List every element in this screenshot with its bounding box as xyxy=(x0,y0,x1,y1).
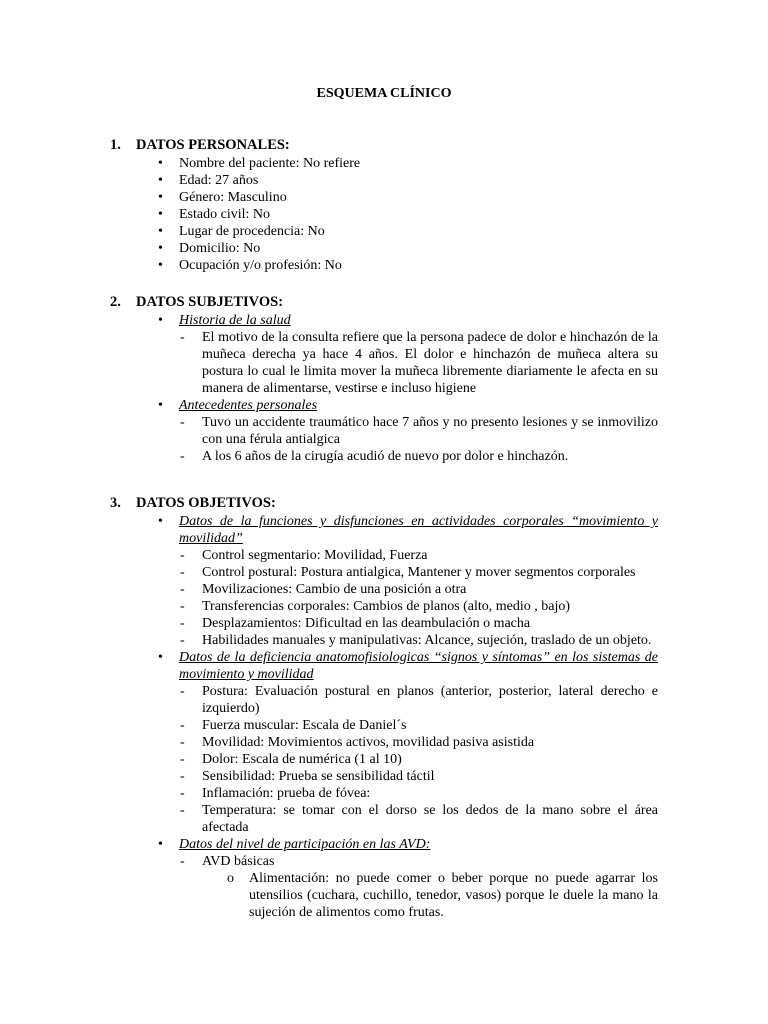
subsection-heading: • Antecedentes personales xyxy=(110,397,658,414)
dash-list xyxy=(110,414,658,465)
list-item: • Lugar de procedencia: No xyxy=(110,223,660,240)
section-datos-objetivos xyxy=(110,495,658,921)
list-item: • Edad: 27 años xyxy=(110,172,660,189)
section-title: DATOS PERSONALES: xyxy=(136,137,290,153)
list-item: - Dolor: Escala de numérica (1 al 10) xyxy=(110,751,658,768)
list-item: - Control segmentario: Movilidad, Fuerza xyxy=(110,547,658,564)
dash-list xyxy=(110,853,658,870)
section-title: DATOS OBJETIVOS: xyxy=(136,495,276,511)
list-item: - Transferencias corporales: Cambios de planos (alto, medio , bajo) xyxy=(110,598,658,615)
list-item: • Estado civil: No xyxy=(110,206,660,223)
subsection-heading: • Datos del nivel de participación en las AVD: xyxy=(110,836,658,853)
dash-list xyxy=(110,329,658,397)
subsection-heading: • Datos de la funciones y disfunciones en actividades corporales “movimiento y movilidad” xyxy=(110,513,658,547)
section-heading xyxy=(110,137,660,155)
dash-list xyxy=(110,547,658,649)
list-item: - Control postural: Postura antialgica, Mantener y mover segmentos corporales xyxy=(110,564,658,581)
list-item: - Fuerza muscular: Escala de Daniel´s xyxy=(110,717,658,734)
list-item: • Domicilio: No xyxy=(110,240,660,257)
list-item: - Postura: Evaluación postural en planos (anterior, posterior, lateral derecho e izquierdo) xyxy=(110,683,658,717)
list-item: - Inflamación: prueba de fóvea: xyxy=(110,785,658,802)
list-item: • Género: Masculino xyxy=(110,189,660,206)
section-number: 1. xyxy=(110,137,121,153)
document-title: ESQUEMA CLÍNICO xyxy=(316,86,452,101)
list-item: - Sensibilidad: Prueba se sensibilidad táctil xyxy=(110,768,658,785)
list-item: - Habilidades manuales y manipulativas: Alcance, sujeción, traslado de un objeto. xyxy=(110,632,658,649)
list-item: - AVD básicas xyxy=(110,853,658,870)
list-item: - El motivo de la consulta refiere que la persona padece de dolor e hinchazón de la muñeca derecha ya hace 4 años. El dolor e hinchazón de muñeca altera su postura lo cual le limita mover la muñeca libremente diariamente le afecta en su manera de alimentarse, vestirse e incluso higiene xyxy=(110,329,658,397)
list-item: • Ocupación y/o profesión: No xyxy=(110,257,660,274)
section-title: DATOS SUBJETIVOS: xyxy=(136,294,284,310)
list-item: - Tuvo un accidente traumático hace 7 años y no presento lesiones y se inmovilizo con una férula antialgica xyxy=(110,414,658,448)
list-item: - Movilizaciones: Cambio de una posición a otra xyxy=(110,581,658,598)
list-item: o Alimentación: no puede comer o beber porque no puede agarrar los utensilios (cuchara, cuchillo, tenedor, vasos) porque le duele la mano la sujeción de alimentos como frutas. xyxy=(110,870,658,921)
section-datos-personales xyxy=(110,137,660,274)
subsection-heading: • Datos de la deficiencia anatomofisiologicas “signos y síntomas” en los sistemas de movimiento y movilidad xyxy=(110,649,658,683)
section-datos-subjetivos xyxy=(110,294,658,465)
section-heading xyxy=(110,495,658,513)
list-item: • Nombre del paciente: No refiere xyxy=(110,155,660,172)
section-number: 3. xyxy=(110,495,121,511)
subsection-heading: • Historia de la salud xyxy=(110,312,658,329)
section-number: 2. xyxy=(110,294,121,310)
dash-list xyxy=(110,683,658,836)
section-heading xyxy=(110,294,658,312)
list-item: - Temperatura: se tomar con el dorso se los dedos de la mano sobre el área afectada xyxy=(110,802,658,836)
list-item: - A los 6 años de la cirugía acudió de nuevo por dolor e hinchazón. xyxy=(110,448,658,465)
personal-data-list xyxy=(110,155,660,274)
circle-list xyxy=(110,870,658,921)
list-item: - Desplazamientos: Dificultad en las deambulación o macha xyxy=(110,615,658,632)
list-item: - Movilidad: Movimientos activos, movilidad pasiva asistida xyxy=(110,734,658,751)
